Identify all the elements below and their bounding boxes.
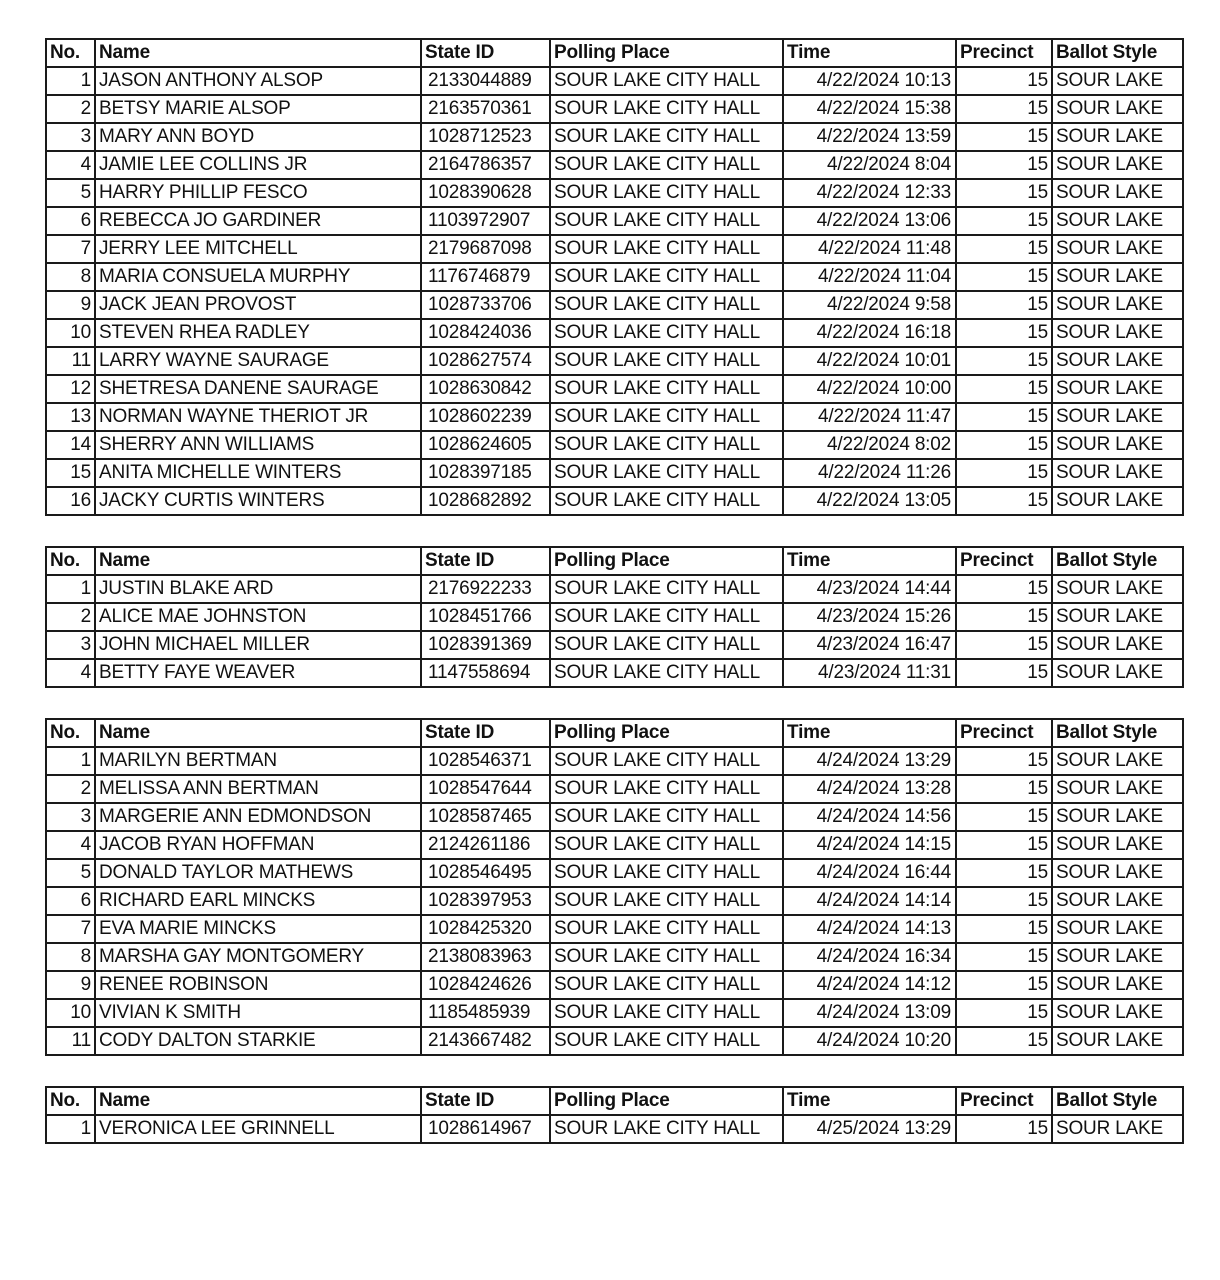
cell-time: 4/22/2024 8:02 — [783, 431, 956, 459]
cell-polling-place: SOUR LAKE CITY HALL — [550, 291, 783, 319]
column-header-state-id: State ID — [421, 1087, 550, 1115]
column-header-precinct: Precinct — [956, 39, 1052, 67]
cell-no: 3 — [46, 803, 95, 831]
cell-precinct: 15 — [956, 803, 1052, 831]
cell-state-id: 1028397185 — [421, 459, 550, 487]
cell-precinct: 15 — [956, 575, 1052, 603]
cell-no: 4 — [46, 659, 95, 687]
cell-ballot-style: SOUR LAKE — [1052, 747, 1183, 775]
cell-no: 16 — [46, 487, 95, 515]
cell-polling-place: SOUR LAKE CITY HALL — [550, 999, 783, 1027]
voter-roster-table-3 — [45, 718, 1184, 1056]
cell-ballot-style: SOUR LAKE — [1052, 459, 1183, 487]
cell-name: MARGERIE ANN EDMONDSON — [95, 803, 421, 831]
cell-no: 5 — [46, 859, 95, 887]
table-row — [46, 971, 1183, 999]
cell-name: SHERRY ANN WILLIAMS — [95, 431, 421, 459]
cell-ballot-style: SOUR LAKE — [1052, 603, 1183, 631]
column-header-precinct: Precinct — [956, 1087, 1052, 1115]
table-row — [46, 943, 1183, 971]
cell-ballot-style: SOUR LAKE — [1052, 859, 1183, 887]
table-row — [46, 859, 1183, 887]
cell-state-id: 1028390628 — [421, 179, 550, 207]
cell-time: 4/24/2024 13:28 — [783, 775, 956, 803]
cell-precinct: 15 — [956, 459, 1052, 487]
cell-ballot-style: SOUR LAKE — [1052, 971, 1183, 999]
cell-ballot-style: SOUR LAKE — [1052, 803, 1183, 831]
cell-time: 4/22/2024 10:00 — [783, 375, 956, 403]
cell-name: SHETRESA DANENE SAURAGE — [95, 375, 421, 403]
cell-state-id: 1028547644 — [421, 775, 550, 803]
cell-name: RENEE ROBINSON — [95, 971, 421, 999]
cell-polling-place: SOUR LAKE CITY HALL — [550, 943, 783, 971]
cell-no: 2 — [46, 603, 95, 631]
cell-state-id: 1176746879 — [421, 263, 550, 291]
column-header-time: Time — [783, 1087, 956, 1115]
cell-polling-place: SOUR LAKE CITY HALL — [550, 431, 783, 459]
table-row — [46, 375, 1183, 403]
table-row — [46, 999, 1183, 1027]
cell-polling-place: SOUR LAKE CITY HALL — [550, 95, 783, 123]
table-row — [46, 95, 1183, 123]
cell-ballot-style: SOUR LAKE — [1052, 151, 1183, 179]
cell-state-id: 2124261186 — [421, 831, 550, 859]
cell-polling-place: SOUR LAKE CITY HALL — [550, 859, 783, 887]
cell-polling-place: SOUR LAKE CITY HALL — [550, 603, 783, 631]
cell-no: 1 — [46, 67, 95, 95]
cell-time: 4/23/2024 15:26 — [783, 603, 956, 631]
cell-name: JASON ANTHONY ALSOP — [95, 67, 421, 95]
cell-polling-place: SOUR LAKE CITY HALL — [550, 487, 783, 515]
table-row — [46, 347, 1183, 375]
cell-name: HARRY PHILLIP FESCO — [95, 179, 421, 207]
cell-time: 4/22/2024 9:58 — [783, 291, 956, 319]
cell-state-id: 1028602239 — [421, 403, 550, 431]
column-header-ballot-style: Ballot Style — [1052, 547, 1183, 575]
cell-precinct: 15 — [956, 431, 1052, 459]
cell-time: 4/22/2024 11:26 — [783, 459, 956, 487]
cell-time: 4/24/2024 13:29 — [783, 747, 956, 775]
cell-time: 4/24/2024 16:34 — [783, 943, 956, 971]
table-row — [46, 487, 1183, 515]
cell-polling-place: SOUR LAKE CITY HALL — [550, 207, 783, 235]
cell-polling-place: SOUR LAKE CITY HALL — [550, 263, 783, 291]
cell-state-id: 1185485939 — [421, 999, 550, 1027]
cell-time: 4/22/2024 16:18 — [783, 319, 956, 347]
cell-ballot-style: SOUR LAKE — [1052, 347, 1183, 375]
cell-time: 4/23/2024 14:44 — [783, 575, 956, 603]
cell-state-id: 2138083963 — [421, 943, 550, 971]
cell-precinct: 15 — [956, 831, 1052, 859]
cell-time: 4/22/2024 11:04 — [783, 263, 956, 291]
cell-name: MARIA CONSUELA MURPHY — [95, 263, 421, 291]
cell-precinct: 15 — [956, 943, 1052, 971]
voter-roster-table-2 — [45, 546, 1184, 688]
cell-state-id: 1028397953 — [421, 887, 550, 915]
cell-name: MARSHA GAY MONTGOMERY — [95, 943, 421, 971]
column-header-time: Time — [783, 39, 956, 67]
cell-polling-place: SOUR LAKE CITY HALL — [550, 831, 783, 859]
cell-time: 4/22/2024 11:47 — [783, 403, 956, 431]
table-row — [46, 179, 1183, 207]
cell-no: 2 — [46, 775, 95, 803]
cell-no: 10 — [46, 999, 95, 1027]
cell-polling-place: SOUR LAKE CITY HALL — [550, 179, 783, 207]
cell-time: 4/24/2024 10:20 — [783, 1027, 956, 1055]
cell-ballot-style: SOUR LAKE — [1052, 887, 1183, 915]
cell-state-id: 2163570361 — [421, 95, 550, 123]
cell-polling-place: SOUR LAKE CITY HALL — [550, 375, 783, 403]
cell-time: 4/22/2024 13:59 — [783, 123, 956, 151]
table-row — [46, 235, 1183, 263]
cell-state-id: 1028712523 — [421, 123, 550, 151]
cell-state-id: 2179687098 — [421, 235, 550, 263]
table-row — [46, 263, 1183, 291]
cell-precinct: 15 — [956, 263, 1052, 291]
cell-name: JACKY CURTIS WINTERS — [95, 487, 421, 515]
cell-polling-place: SOUR LAKE CITY HALL — [550, 659, 783, 687]
table-row — [46, 291, 1183, 319]
cell-time: 4/24/2024 13:09 — [783, 999, 956, 1027]
cell-state-id: 2176922233 — [421, 575, 550, 603]
table-row — [46, 207, 1183, 235]
cell-polling-place: SOUR LAKE CITY HALL — [550, 631, 783, 659]
cell-ballot-style: SOUR LAKE — [1052, 775, 1183, 803]
column-header-ballot-style: Ballot Style — [1052, 1087, 1183, 1115]
cell-state-id: 1028627574 — [421, 347, 550, 375]
cell-state-id: 2164786357 — [421, 151, 550, 179]
cell-ballot-style: SOUR LAKE — [1052, 1027, 1183, 1055]
cell-precinct: 15 — [956, 859, 1052, 887]
cell-no: 1 — [46, 1115, 95, 1143]
cell-precinct: 15 — [956, 1027, 1052, 1055]
cell-precinct: 15 — [956, 887, 1052, 915]
cell-no: 11 — [46, 347, 95, 375]
cell-precinct: 15 — [956, 403, 1052, 431]
column-header-no: No. — [46, 547, 95, 575]
cell-ballot-style: SOUR LAKE — [1052, 575, 1183, 603]
cell-precinct: 15 — [956, 95, 1052, 123]
cell-polling-place: SOUR LAKE CITY HALL — [550, 1027, 783, 1055]
cell-precinct: 15 — [956, 915, 1052, 943]
table-row — [46, 887, 1183, 915]
cell-precinct: 15 — [956, 631, 1052, 659]
cell-name: MELISSA ANN BERTMAN — [95, 775, 421, 803]
table-row — [46, 775, 1183, 803]
cell-time: 4/24/2024 16:44 — [783, 859, 956, 887]
cell-state-id: 1103972907 — [421, 207, 550, 235]
cell-time: 4/22/2024 15:38 — [783, 95, 956, 123]
cell-state-id: 1028587465 — [421, 803, 550, 831]
cell-polling-place: SOUR LAKE CITY HALL — [550, 915, 783, 943]
cell-polling-place: SOUR LAKE CITY HALL — [550, 67, 783, 95]
cell-state-id: 1028682892 — [421, 487, 550, 515]
column-header-no: No. — [46, 719, 95, 747]
cell-name: REBECCA JO GARDINER — [95, 207, 421, 235]
cell-name: EVA MARIE MINCKS — [95, 915, 421, 943]
cell-time: 4/24/2024 14:13 — [783, 915, 956, 943]
cell-state-id: 1028546371 — [421, 747, 550, 775]
cell-name: JERRY LEE MITCHELL — [95, 235, 421, 263]
cell-ballot-style: SOUR LAKE — [1052, 123, 1183, 151]
column-header-time: Time — [783, 719, 956, 747]
cell-ballot-style: SOUR LAKE — [1052, 235, 1183, 263]
voter-roster-table-4 — [45, 1086, 1184, 1144]
cell-precinct: 15 — [956, 603, 1052, 631]
cell-name: JUSTIN BLAKE ARD — [95, 575, 421, 603]
cell-polling-place: SOUR LAKE CITY HALL — [550, 403, 783, 431]
header-row — [46, 719, 1183, 747]
cell-name: JAMIE LEE COLLINS JR — [95, 151, 421, 179]
cell-polling-place: SOUR LAKE CITY HALL — [550, 123, 783, 151]
table-row — [46, 803, 1183, 831]
cell-ballot-style: SOUR LAKE — [1052, 375, 1183, 403]
table-row — [46, 915, 1183, 943]
cell-time: 4/22/2024 12:33 — [783, 179, 956, 207]
cell-time: 4/22/2024 10:13 — [783, 67, 956, 95]
column-header-time: Time — [783, 547, 956, 575]
cell-no: 10 — [46, 319, 95, 347]
column-header-ballot-style: Ballot Style — [1052, 39, 1183, 67]
cell-polling-place: SOUR LAKE CITY HALL — [550, 775, 783, 803]
cell-no: 9 — [46, 291, 95, 319]
cell-no: 8 — [46, 943, 95, 971]
cell-ballot-style: SOUR LAKE — [1052, 179, 1183, 207]
cell-ballot-style: SOUR LAKE — [1052, 943, 1183, 971]
cell-state-id: 1028630842 — [421, 375, 550, 403]
cell-no: 6 — [46, 207, 95, 235]
cell-time: 4/22/2024 10:01 — [783, 347, 956, 375]
cell-time: 4/24/2024 14:12 — [783, 971, 956, 999]
table-row — [46, 403, 1183, 431]
cell-name: NORMAN WAYNE THERIOT JR — [95, 403, 421, 431]
cell-no: 7 — [46, 915, 95, 943]
cell-precinct: 15 — [956, 179, 1052, 207]
cell-time: 4/24/2024 14:14 — [783, 887, 956, 915]
cell-no: 8 — [46, 263, 95, 291]
cell-precinct: 15 — [956, 775, 1052, 803]
cell-polling-place: SOUR LAKE CITY HALL — [550, 1115, 783, 1143]
cell-state-id: 1028391369 — [421, 631, 550, 659]
cell-state-id: 1028424626 — [421, 971, 550, 999]
cell-no: 4 — [46, 151, 95, 179]
table-row — [46, 459, 1183, 487]
cell-name: BETSY MARIE ALSOP — [95, 95, 421, 123]
cell-time: 4/23/2024 16:47 — [783, 631, 956, 659]
table-row — [46, 575, 1183, 603]
cell-ballot-style: SOUR LAKE — [1052, 319, 1183, 347]
cell-ballot-style: SOUR LAKE — [1052, 207, 1183, 235]
cell-no: 4 — [46, 831, 95, 859]
cell-state-id: 1028451766 — [421, 603, 550, 631]
table-row — [46, 747, 1183, 775]
cell-precinct: 15 — [956, 347, 1052, 375]
cell-precinct: 15 — [956, 67, 1052, 95]
cell-ballot-style: SOUR LAKE — [1052, 659, 1183, 687]
cell-no: 6 — [46, 887, 95, 915]
cell-no: 7 — [46, 235, 95, 263]
cell-precinct: 15 — [956, 151, 1052, 179]
cell-name: STEVEN RHEA RADLEY — [95, 319, 421, 347]
column-header-no: No. — [46, 1087, 95, 1115]
cell-ballot-style: SOUR LAKE — [1052, 291, 1183, 319]
cell-state-id: 2143667482 — [421, 1027, 550, 1055]
table-row — [46, 831, 1183, 859]
cell-name: DONALD TAYLOR MATHEWS — [95, 859, 421, 887]
cell-name: ANITA MICHELLE WINTERS — [95, 459, 421, 487]
cell-ballot-style: SOUR LAKE — [1052, 95, 1183, 123]
cell-time: 4/22/2024 11:48 — [783, 235, 956, 263]
cell-precinct: 15 — [956, 659, 1052, 687]
table-row — [46, 319, 1183, 347]
cell-time: 4/24/2024 14:56 — [783, 803, 956, 831]
cell-ballot-style: SOUR LAKE — [1052, 67, 1183, 95]
column-header-name: Name — [95, 1087, 421, 1115]
cell-precinct: 15 — [956, 207, 1052, 235]
cell-name: VERONICA LEE GRINNELL — [95, 1115, 421, 1143]
cell-state-id: 1028546495 — [421, 859, 550, 887]
cell-no: 11 — [46, 1027, 95, 1055]
cell-no: 14 — [46, 431, 95, 459]
column-header-state-id: State ID — [421, 39, 550, 67]
cell-precinct: 15 — [956, 375, 1052, 403]
cell-no: 13 — [46, 403, 95, 431]
cell-precinct: 15 — [956, 291, 1052, 319]
cell-ballot-style: SOUR LAKE — [1052, 431, 1183, 459]
cell-name: BETTY FAYE WEAVER — [95, 659, 421, 687]
cell-polling-place: SOUR LAKE CITY HALL — [550, 887, 783, 915]
cell-no: 15 — [46, 459, 95, 487]
header-row — [46, 547, 1183, 575]
cell-name: MARY ANN BOYD — [95, 123, 421, 151]
cell-polling-place: SOUR LAKE CITY HALL — [550, 151, 783, 179]
cell-precinct: 15 — [956, 999, 1052, 1027]
cell-name: LARRY WAYNE SAURAGE — [95, 347, 421, 375]
cell-polling-place: SOUR LAKE CITY HALL — [550, 803, 783, 831]
cell-ballot-style: SOUR LAKE — [1052, 631, 1183, 659]
column-header-name: Name — [95, 719, 421, 747]
voter-roster-document — [45, 38, 1182, 1174]
cell-name: CODY DALTON STARKIE — [95, 1027, 421, 1055]
table-row — [46, 1027, 1183, 1055]
table-row — [46, 123, 1183, 151]
cell-time: 4/25/2024 13:29 — [783, 1115, 956, 1143]
cell-state-id: 2133044889 — [421, 67, 550, 95]
cell-name: VIVIAN K SMITH — [95, 999, 421, 1027]
column-header-polling-place: Polling Place — [550, 1087, 783, 1115]
cell-precinct: 15 — [956, 971, 1052, 999]
cell-name: ALICE MAE JOHNSTON — [95, 603, 421, 631]
cell-polling-place: SOUR LAKE CITY HALL — [550, 971, 783, 999]
table-row — [46, 151, 1183, 179]
cell-no: 1 — [46, 747, 95, 775]
column-header-ballot-style: Ballot Style — [1052, 719, 1183, 747]
header-row — [46, 39, 1183, 67]
column-header-name: Name — [95, 547, 421, 575]
cell-precinct: 15 — [956, 235, 1052, 263]
cell-polling-place: SOUR LAKE CITY HALL — [550, 319, 783, 347]
cell-ballot-style: SOUR LAKE — [1052, 263, 1183, 291]
column-header-polling-place: Polling Place — [550, 39, 783, 67]
column-header-precinct: Precinct — [956, 719, 1052, 747]
cell-state-id: 1028425320 — [421, 915, 550, 943]
column-header-no: No. — [46, 39, 95, 67]
table-row — [46, 1115, 1183, 1143]
cell-time: 4/23/2024 11:31 — [783, 659, 956, 687]
cell-polling-place: SOUR LAKE CITY HALL — [550, 347, 783, 375]
cell-ballot-style: SOUR LAKE — [1052, 487, 1183, 515]
cell-ballot-style: SOUR LAKE — [1052, 999, 1183, 1027]
column-header-polling-place: Polling Place — [550, 719, 783, 747]
cell-no: 9 — [46, 971, 95, 999]
cell-no: 2 — [46, 95, 95, 123]
cell-time: 4/22/2024 13:05 — [783, 487, 956, 515]
cell-precinct: 15 — [956, 319, 1052, 347]
cell-no: 3 — [46, 631, 95, 659]
cell-name: JOHN MICHAEL MILLER — [95, 631, 421, 659]
cell-state-id: 1147558694 — [421, 659, 550, 687]
cell-no: 3 — [46, 123, 95, 151]
cell-time: 4/22/2024 8:04 — [783, 151, 956, 179]
cell-precinct: 15 — [956, 1115, 1052, 1143]
cell-polling-place: SOUR LAKE CITY HALL — [550, 235, 783, 263]
cell-state-id: 1028614967 — [421, 1115, 550, 1143]
column-header-precinct: Precinct — [956, 547, 1052, 575]
header-row — [46, 1087, 1183, 1115]
cell-ballot-style: SOUR LAKE — [1052, 1115, 1183, 1143]
cell-state-id: 1028424036 — [421, 319, 550, 347]
column-header-polling-place: Polling Place — [550, 547, 783, 575]
cell-precinct: 15 — [956, 123, 1052, 151]
cell-time: 4/24/2024 14:15 — [783, 831, 956, 859]
cell-no: 12 — [46, 375, 95, 403]
cell-name: JACK JEAN PROVOST — [95, 291, 421, 319]
cell-no: 5 — [46, 179, 95, 207]
cell-state-id: 1028624605 — [421, 431, 550, 459]
column-header-state-id: State ID — [421, 547, 550, 575]
cell-precinct: 15 — [956, 487, 1052, 515]
cell-name: MARILYN BERTMAN — [95, 747, 421, 775]
cell-name: RICHARD EARL MINCKS — [95, 887, 421, 915]
voter-roster-table-1 — [45, 38, 1184, 516]
cell-ballot-style: SOUR LAKE — [1052, 831, 1183, 859]
column-header-name: Name — [95, 39, 421, 67]
cell-polling-place: SOUR LAKE CITY HALL — [550, 575, 783, 603]
cell-polling-place: SOUR LAKE CITY HALL — [550, 459, 783, 487]
cell-precinct: 15 — [956, 747, 1052, 775]
table-row — [46, 659, 1183, 687]
table-row — [46, 603, 1183, 631]
cell-state-id: 1028733706 — [421, 291, 550, 319]
cell-no: 1 — [46, 575, 95, 603]
cell-ballot-style: SOUR LAKE — [1052, 915, 1183, 943]
cell-polling-place: SOUR LAKE CITY HALL — [550, 747, 783, 775]
table-row — [46, 67, 1183, 95]
cell-ballot-style: SOUR LAKE — [1052, 403, 1183, 431]
table-row — [46, 431, 1183, 459]
table-row — [46, 631, 1183, 659]
cell-time: 4/22/2024 13:06 — [783, 207, 956, 235]
cell-name: JACOB RYAN HOFFMAN — [95, 831, 421, 859]
column-header-state-id: State ID — [421, 719, 550, 747]
